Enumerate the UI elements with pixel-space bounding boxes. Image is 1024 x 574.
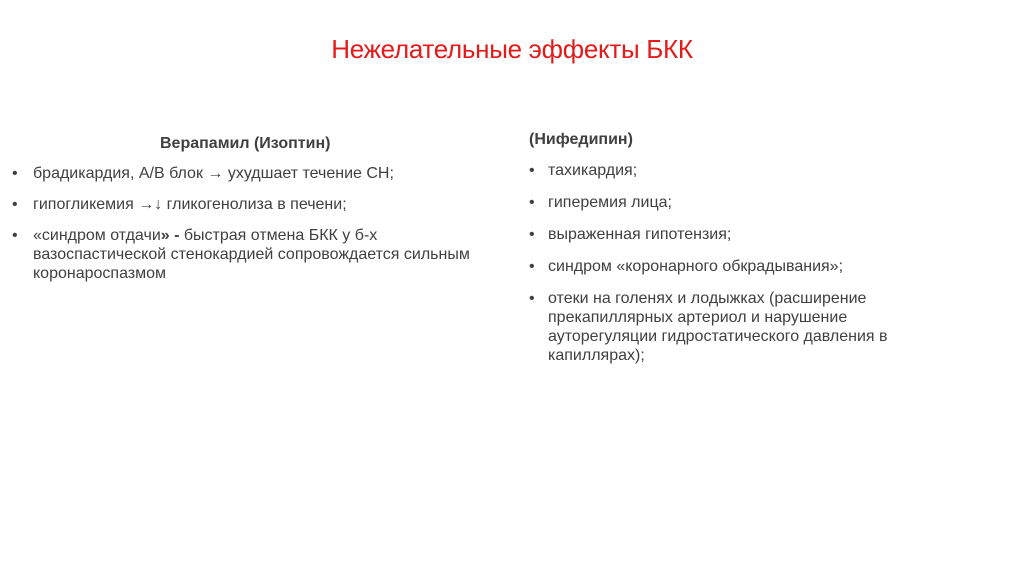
bullet-icon: • bbox=[529, 194, 535, 211]
slide-title: Нежелательные эффекты БКК bbox=[331, 34, 693, 64]
list-item-text: гипогликемия →↓ гликогенолиза в печени; bbox=[33, 196, 347, 213]
nifedipine-column bbox=[529, 131, 959, 378]
bullet-icon: • bbox=[529, 162, 535, 179]
list-item bbox=[529, 257, 959, 276]
bullet-icon: • bbox=[12, 165, 18, 182]
nifedipine-effects-list bbox=[529, 161, 959, 365]
list-item bbox=[12, 195, 482, 214]
list-item bbox=[12, 226, 482, 283]
list-item bbox=[529, 225, 959, 244]
list-item bbox=[12, 164, 482, 183]
bullet-icon: • bbox=[529, 226, 535, 243]
verapamil-heading: Верапамил (Изоптин) bbox=[160, 135, 331, 152]
list-item bbox=[529, 193, 959, 212]
list-item-text: отеки на голенях и лодыжках (расширение прекапиллярных артериол и нарушение ауторегуляции гидростатического давления в капиллярах); bbox=[548, 290, 888, 364]
list-item-text: тахикардия; bbox=[548, 162, 638, 179]
list-item bbox=[529, 289, 959, 365]
bullet-icon: • bbox=[12, 227, 18, 244]
list-item-text: брадикардия, А/В блок → ухудшает течение СН; bbox=[33, 165, 394, 182]
list-item-text: синдром «коронарного обкрадывания»; bbox=[548, 258, 844, 275]
verapamil-effects-list bbox=[12, 164, 482, 283]
list-item-text: выраженная гипотензия; bbox=[548, 226, 732, 243]
bullet-icon: • bbox=[529, 290, 535, 307]
bullet-icon: • bbox=[12, 196, 18, 213]
bullet-icon: • bbox=[529, 258, 535, 275]
nifedipine-heading: (Нифедипин) bbox=[529, 131, 633, 148]
list-item-text-suffix: быстрая отмена БКК у б-х вазоспастической стенокардией сопровождается сильным коронароспазмом bbox=[33, 227, 470, 282]
list-item-text-prefix: «синдром отдачи bbox=[33, 227, 161, 244]
list-item-text: гиперемия лица; bbox=[548, 194, 672, 211]
list-item bbox=[529, 161, 959, 180]
list-item-text-bold: » - bbox=[160, 227, 180, 244]
verapamil-column bbox=[12, 135, 482, 295]
